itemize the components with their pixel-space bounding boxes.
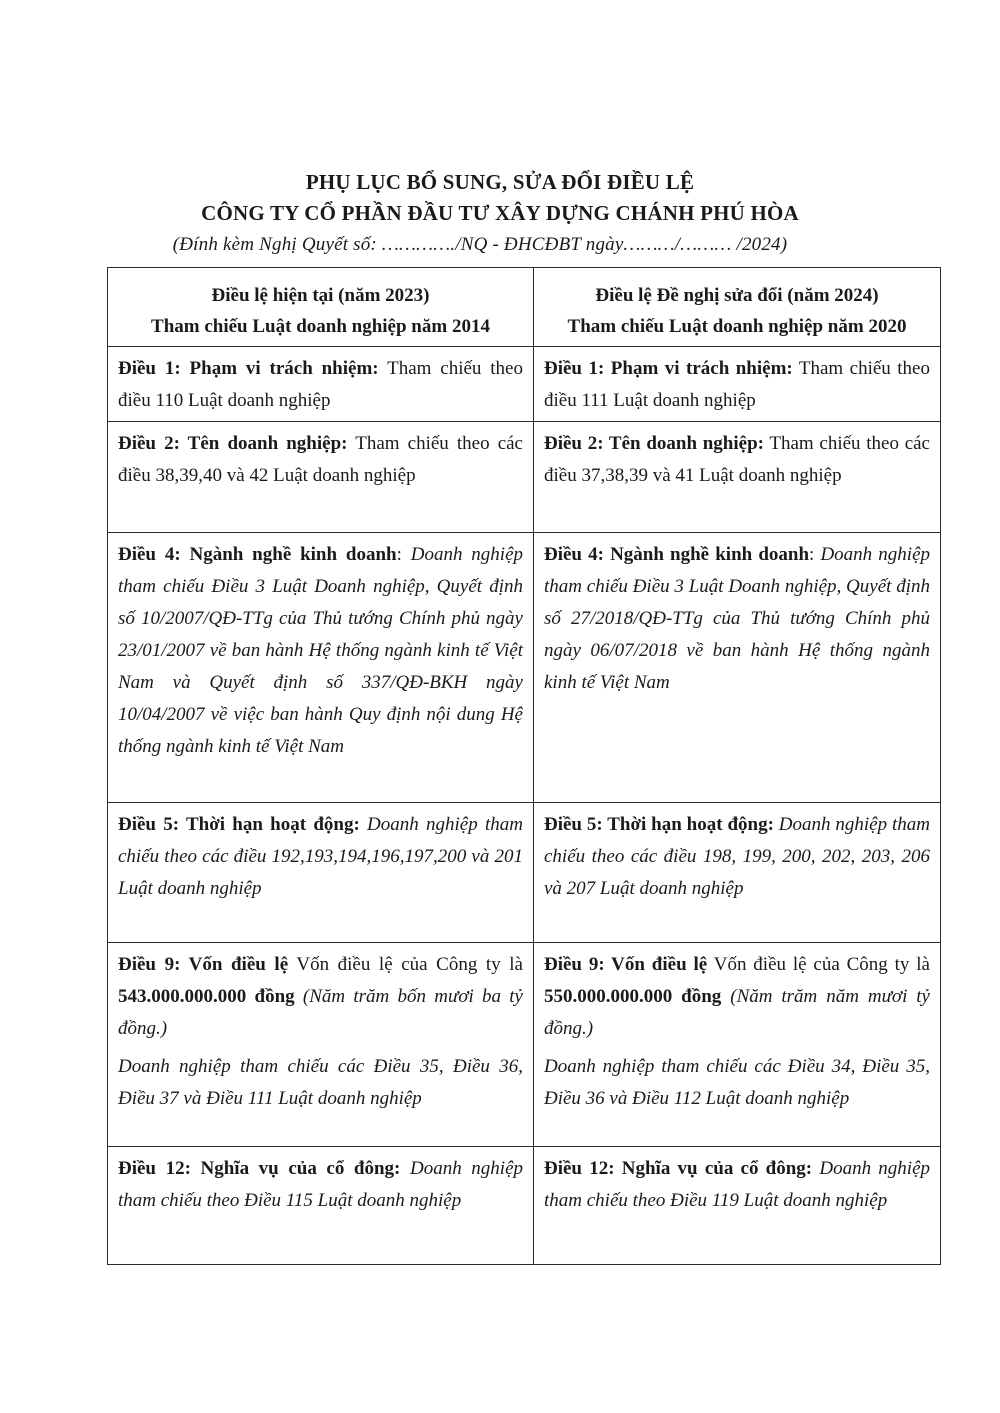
article-heading: Điều 1: Phạm vi trách nhiệm: [544, 358, 793, 379]
header-proposed-line1: Điều lệ Đề nghị sửa đổi (năm 2024) [595, 285, 879, 306]
document-title: PHỤ LỤC BỔ SUNG, SỬA ĐỔI ĐIỀU LỆ [305, 170, 695, 194]
header-current-charter [108, 268, 534, 347]
article-heading: Điều 4: Ngành nghề kinh doanh [544, 544, 810, 565]
article-text: Tham chiếu theo các điều 37,38,39 và 41 Luật doanh nghiệp [544, 433, 930, 486]
header-current-line2: Tham chiếu Luật doanh nghiệp năm 2014 [151, 316, 490, 337]
article-separator: : [809, 544, 821, 565]
charter-capital-words: (Năm trăm bốn mươi ba tỷ đồng.) [118, 986, 523, 1039]
article-heading: Điều 2: Tên doanh nghiệp: [118, 433, 348, 454]
cell-current-article-4 [108, 533, 534, 803]
header-proposed-charter [534, 268, 941, 347]
cell-proposed-article-12 [534, 1147, 941, 1265]
article-heading: Điều 12: Nghĩa vụ của cổ đông: [118, 1158, 401, 1179]
cell-proposed-article-1 [534, 347, 941, 422]
article-text: Doanh nghiệp tham chiếu theo các điều 192,193,194,196,197,200 và 201 Luật doanh nghiệp [118, 814, 523, 899]
table-row [108, 422, 941, 533]
article-text: Doanh nghiệp tham chiếu theo các điều 198, 199, 200, 202, 203, 206 và 207 Luật doanh nghiệp [544, 814, 930, 899]
article-reference: Doanh nghiệp tham chiếu các Điều 34, Điều 35, Điều 36 và Điều 112 Luật doanh nghiệp [544, 1056, 930, 1109]
header-current-line1: Điều lệ hiện tại (năm 2023) [211, 285, 430, 306]
article-heading: Điều 9: Vốn điều lệ [118, 954, 289, 975]
table-row [108, 533, 941, 803]
article-text: Tham chiếu theo điều 111 Luật doanh nghiệp [544, 358, 930, 411]
article-heading: Điều 4: Ngành nghề kinh doanh [118, 544, 397, 565]
article-reference: Doanh nghiệp tham chiếu các Điều 35, Điều 36, Điều 37 và Điều 111 Luật doanh nghiệp [118, 1056, 523, 1109]
article-heading: Điều 9: Vốn điều lệ [544, 954, 708, 975]
table-row [108, 1147, 941, 1265]
company-name: CÔNG TY CỔ PHẦN ĐẦU TƯ XÂY DỰNG CHÁNH PHÚ HÒA [201, 201, 799, 225]
article-text: Vốn điều lệ của Công ty là [288, 954, 523, 975]
article-separator: : [396, 544, 411, 565]
cell-current-article-5 [108, 803, 534, 943]
cell-current-article-1 [108, 347, 534, 422]
cell-proposed-article-5 [534, 803, 941, 943]
cell-proposed-article-9 [534, 943, 941, 1147]
charter-capital-amount: 550.000.000.000 đồng [544, 986, 722, 1007]
header-proposed-line2: Tham chiếu Luật doanh nghiệp năm 2020 [567, 316, 907, 337]
cell-proposed-article-4 [534, 533, 941, 803]
article-heading: Điều 12: Nghĩa vụ của cổ đông: [544, 1158, 813, 1179]
article-text: Doanh nghiệp tham chiếu theo Điều 115 Luật doanh nghiệp [118, 1158, 523, 1211]
article-text: Vốn điều lệ của Công ty là [707, 954, 930, 975]
cell-current-article-12 [108, 1147, 534, 1265]
article-text: Doanh nghiệp tham chiếu Điều 3 Luật Doanh nghiệp, Quyết định số 10/2007/QĐ-TTg của Thủ tướng Chính phủ ngày 23/01/2007 về ban hành Hệ thống ngành kinh tế Việt Nam và Quyết định số 337/QĐ-BKH ngày 10/04/2007 về việc ban hành Quy định nội dung Hệ thống ngành kinh tế Việt Nam [118, 544, 524, 757]
cell-current-article-2 [108, 422, 534, 533]
article-text: Tham chiếu theo điều 110 Luật doanh nghiệp [118, 358, 523, 411]
article-text: Tham chiếu theo các điều 38,39,40 và 42 Luật doanh nghiệp [118, 433, 523, 486]
article-heading: Điều 1: Phạm vi trách nhiệm: [118, 358, 379, 379]
article-heading: Điều 2: Tên doanh nghiệp: [544, 433, 764, 454]
cell-proposed-article-2 [534, 422, 941, 533]
article-heading: Điều 5: Thời hạn hoạt động: [544, 814, 774, 835]
charter-capital-words: (Năm trăm năm mươi tỷ đồng.) [544, 986, 930, 1039]
article-text: Doanh nghiệp tham chiếu Điều 3 Luật Doanh nghiệp, Quyết định số 27/2018/QĐ-TTg của Thủ tướng Chính phủ ngày 06/07/2018 về ban hành Hệ thống ngành kinh tế Việt Nam [544, 544, 931, 693]
table-header-row [108, 268, 941, 347]
charter-capital-amount: 543.000.000.000 đồng [118, 986, 295, 1007]
cell-current-article-9 [108, 943, 534, 1147]
table-row [108, 347, 941, 422]
table-row [108, 943, 941, 1147]
article-heading: Điều 5: Thời hạn hoạt động: [118, 814, 360, 835]
article-text: Doanh nghiệp tham chiếu theo Điều 119 Luật doanh nghiệp [544, 1158, 930, 1211]
amendment-comparison-table [107, 267, 941, 1265]
resolution-reference: (Đính kèm Nghị Quyết số: …………./NQ - ĐHCĐBT ngày………/……… /2024) [172, 234, 788, 255]
table-row [108, 803, 941, 943]
